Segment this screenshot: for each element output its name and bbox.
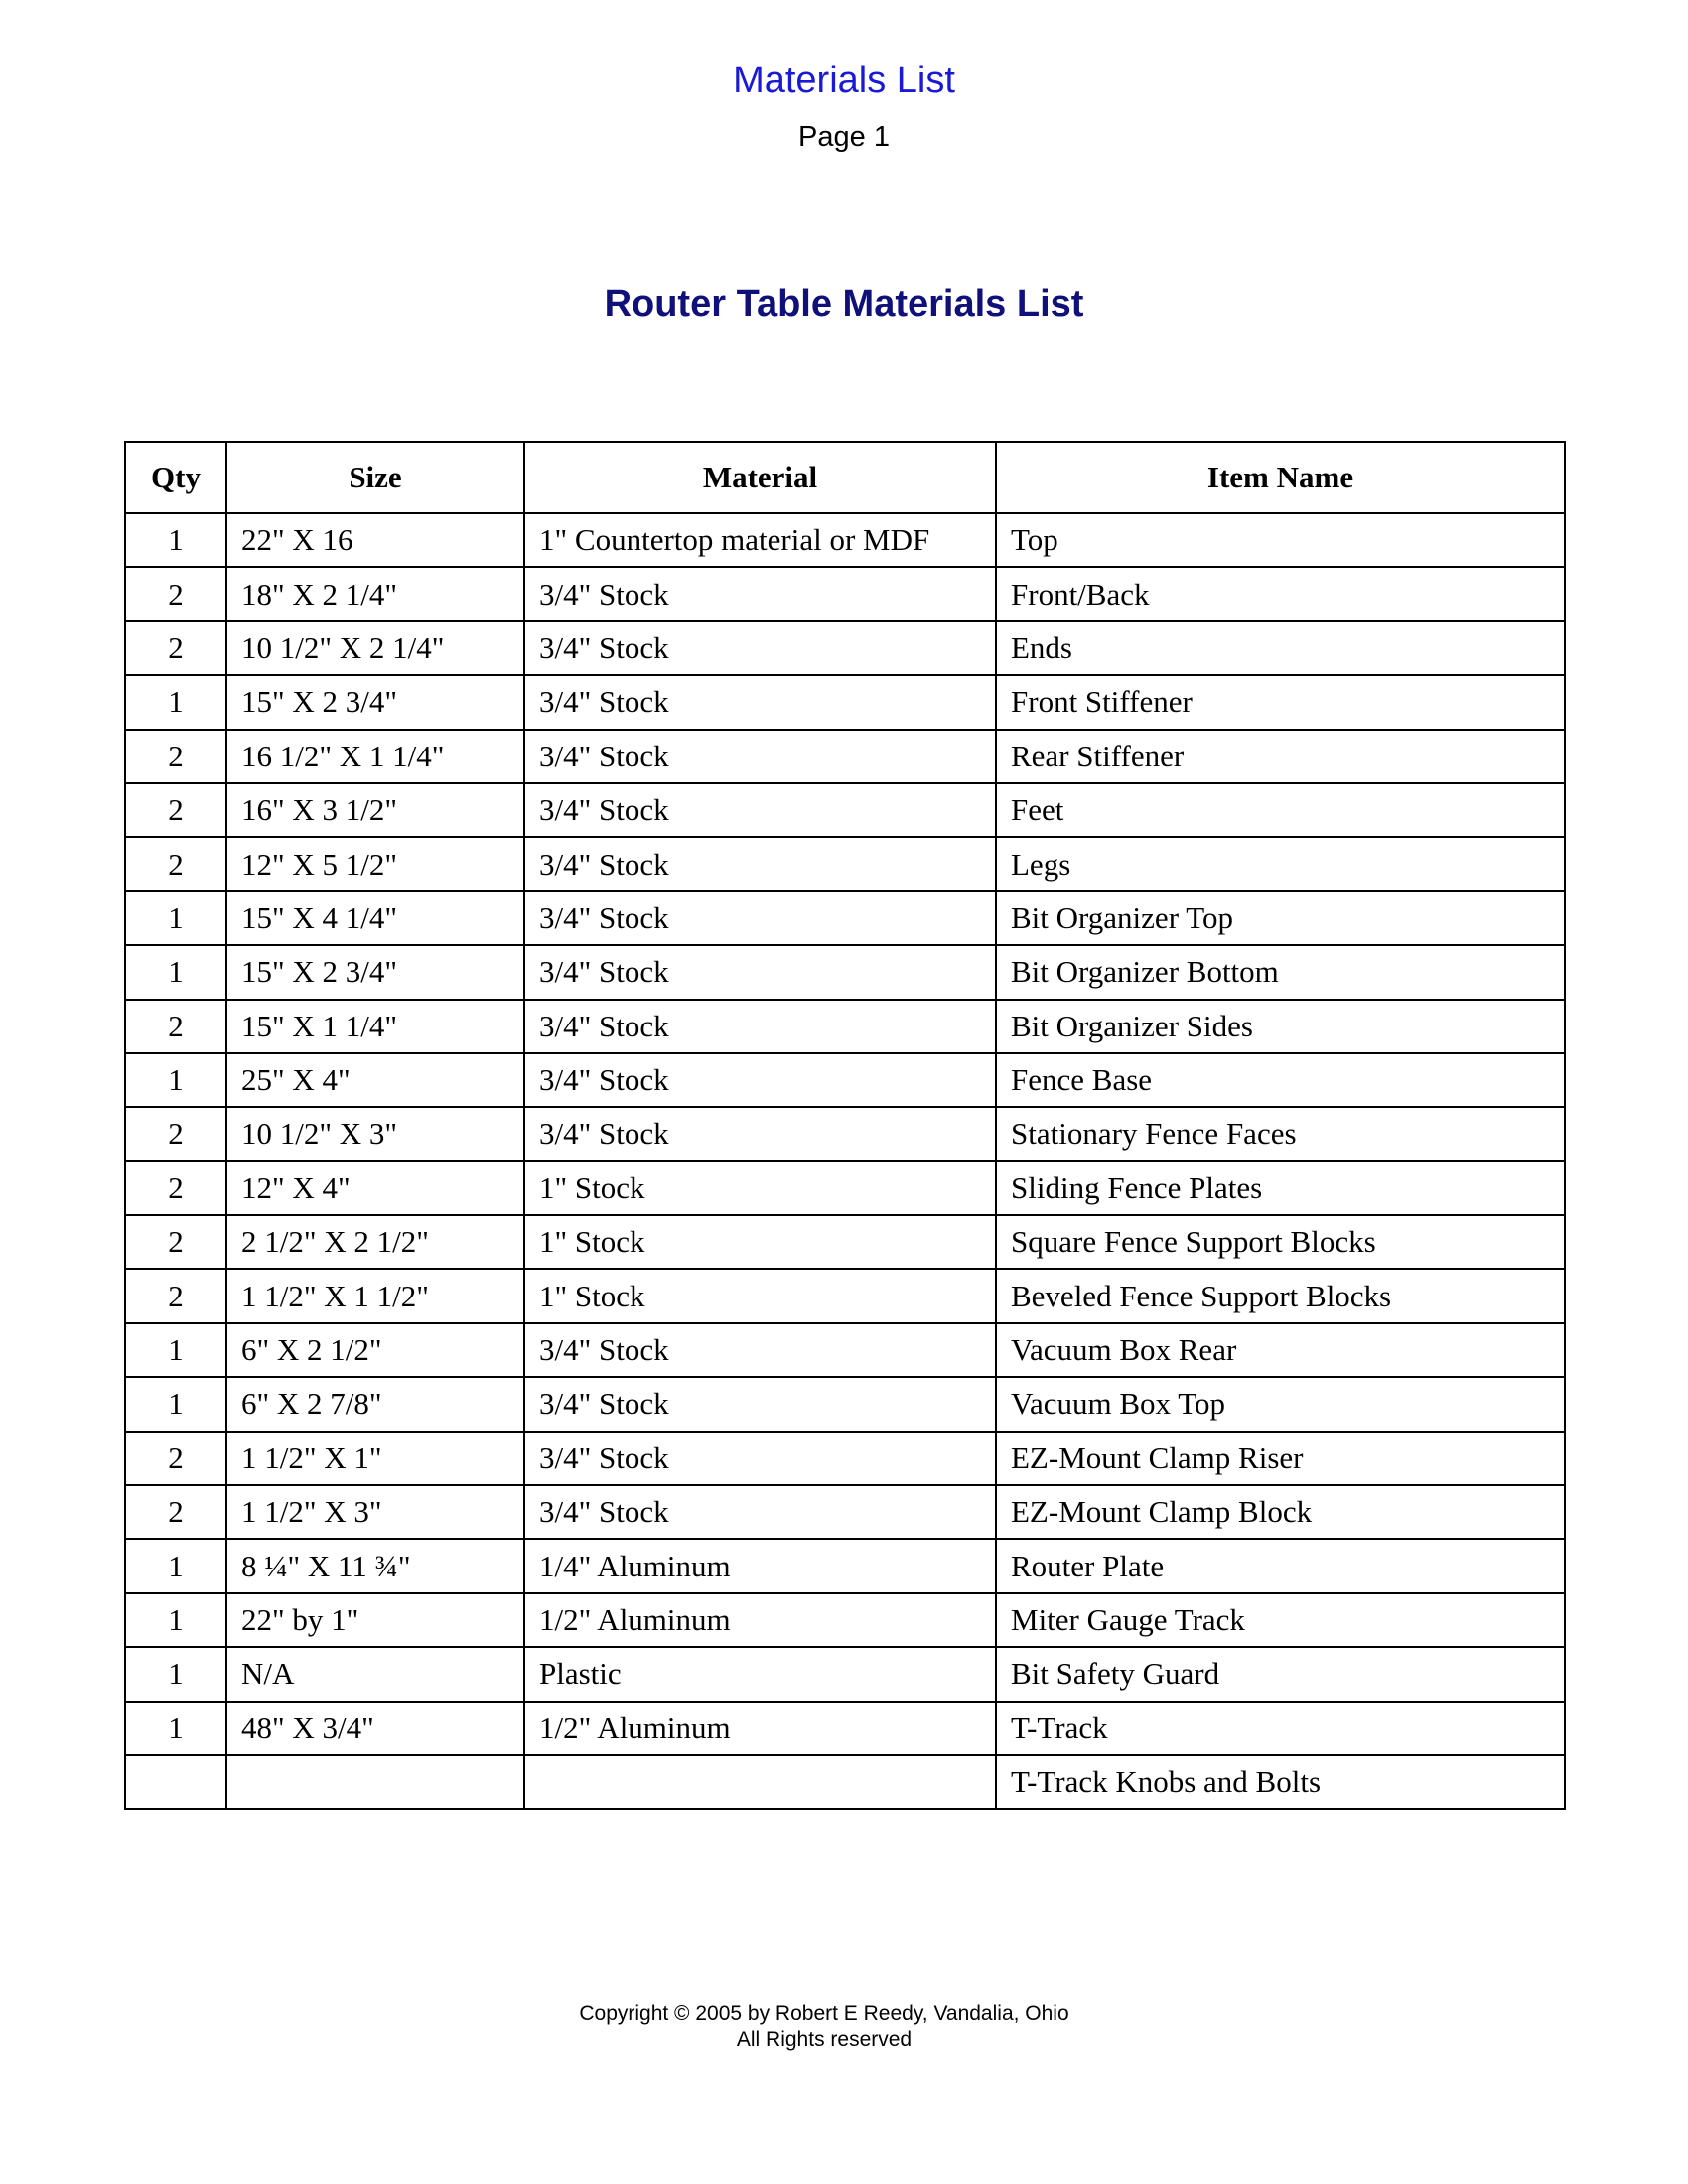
qty-cell: 2 (125, 1161, 226, 1215)
material-cell: 3/4" Stock (524, 675, 996, 729)
qty-cell: 1 (125, 1323, 226, 1377)
item-name-cell: Router Plate (996, 1539, 1565, 1592)
size-cell: 1 1/2" X 1" (226, 1432, 524, 1485)
table-row (125, 567, 1565, 620)
qty-cell: 1 (125, 891, 226, 945)
qty-cell: 2 (125, 783, 226, 837)
qty-cell: 2 (125, 837, 226, 890)
qty-cell: 2 (125, 567, 226, 620)
item-name-cell: Beveled Fence Support Blocks (996, 1269, 1565, 1322)
material-cell: 3/4" Stock (524, 1107, 996, 1160)
item-name-cell: Ends (996, 621, 1565, 675)
material-cell: 1" Countertop material or MDF (524, 513, 996, 567)
qty-cell: 2 (125, 1269, 226, 1322)
material-cell: 3/4" Stock (524, 945, 996, 999)
size-cell: 10 1/2" X 2 1/4" (226, 621, 524, 675)
item-name-cell: Sliding Fence Plates (996, 1161, 1565, 1215)
table-row (125, 783, 1565, 837)
qty-cell (125, 1755, 226, 1809)
item-name-cell: Square Fence Support Blocks (996, 1215, 1565, 1269)
material-cell: 3/4" Stock (524, 621, 996, 675)
material-cell: 3/4" Stock (524, 1432, 996, 1485)
item-name-cell: EZ-Mount Clamp Riser (996, 1432, 1565, 1485)
table-row (125, 1432, 1565, 1485)
qty-cell: 2 (125, 1485, 226, 1539)
material-cell: 3/4" Stock (524, 837, 996, 890)
material-cell: 1/2" Aluminum (524, 1593, 996, 1647)
size-cell: 22" X 16 (226, 513, 524, 567)
item-name-cell: Miter Gauge Track (996, 1593, 1565, 1647)
qty-cell: 2 (125, 1432, 226, 1485)
size-cell: 16" X 3 1/2" (226, 783, 524, 837)
copyright-text: Copyright © 2005 by Robert E Reedy, Vandalia, Ohio (579, 2002, 1069, 2025)
size-cell: 2 1/2" X 2 1/2" (226, 1215, 524, 1269)
size-cell: 15" X 2 3/4" (226, 945, 524, 999)
material-cell: 3/4" Stock (524, 1000, 996, 1053)
page-number: Page 1 (798, 121, 890, 153)
qty-cell: 2 (125, 1107, 226, 1160)
column-header-qty: Qty (125, 442, 226, 513)
item-name-cell: Vacuum Box Rear (996, 1323, 1565, 1377)
table-row (125, 621, 1565, 675)
size-cell: 8 ¼" X 11 ¾" (226, 1539, 524, 1592)
item-name-cell: Bit Organizer Sides (996, 1000, 1565, 1053)
size-cell: 16 1/2" X 1 1/4" (226, 730, 524, 783)
qty-cell: 2 (125, 1215, 226, 1269)
table-row (125, 1377, 1565, 1431)
material-cell: 1" Stock (524, 1215, 996, 1269)
materials-table (124, 441, 1566, 1810)
size-cell (226, 1755, 524, 1809)
header-title: Materials List (733, 60, 955, 101)
material-cell: Plastic (524, 1647, 996, 1701)
table-row (125, 675, 1565, 729)
table-body (125, 513, 1565, 1809)
item-name-cell: Bit Organizer Top (996, 891, 1565, 945)
size-cell: 18" X 2 1/4" (226, 567, 524, 620)
size-cell: 6" X 2 7/8" (226, 1377, 524, 1431)
material-cell: 3/4" Stock (524, 891, 996, 945)
size-cell: 48" X 3/4" (226, 1702, 524, 1755)
qty-cell: 1 (125, 1539, 226, 1592)
table-row (125, 1323, 1565, 1377)
table-row (125, 1647, 1565, 1701)
material-cell: 3/4" Stock (524, 730, 996, 783)
table-row (125, 1539, 1565, 1592)
size-cell: 15" X 4 1/4" (226, 891, 524, 945)
qty-cell: 1 (125, 945, 226, 999)
size-cell: 15" X 1 1/4" (226, 1000, 524, 1053)
size-cell: 1 1/2" X 1 1/2" (226, 1269, 524, 1322)
table-row (125, 891, 1565, 945)
table-row (125, 1107, 1565, 1160)
material-cell: 3/4" Stock (524, 1485, 996, 1539)
size-cell: 1 1/2" X 3" (226, 1485, 524, 1539)
material-cell: 1" Stock (524, 1269, 996, 1322)
material-cell: 3/4" Stock (524, 783, 996, 837)
table-row (125, 1053, 1565, 1107)
item-name-cell: Vacuum Box Top (996, 1377, 1565, 1431)
table-row (125, 730, 1565, 783)
table-row (125, 1269, 1565, 1322)
qty-cell: 2 (125, 730, 226, 783)
qty-cell: 1 (125, 1647, 226, 1701)
size-cell: 12" X 5 1/2" (226, 837, 524, 890)
footer (0, 2001, 1648, 2053)
item-name-cell: Bit Safety Guard (996, 1647, 1565, 1701)
column-header-material: Material (524, 442, 996, 513)
qty-cell: 1 (125, 1053, 226, 1107)
table-row (125, 1593, 1565, 1647)
qty-cell: 1 (125, 1702, 226, 1755)
size-cell: 25" X 4" (226, 1053, 524, 1107)
item-name-cell: T-Track (996, 1702, 1565, 1755)
table-row (125, 1702, 1565, 1755)
qty-cell: 2 (125, 621, 226, 675)
table-row (125, 1000, 1565, 1053)
item-name-cell: Feet (996, 783, 1565, 837)
item-name-cell: Rear Stiffener (996, 730, 1565, 783)
size-cell: N/A (226, 1647, 524, 1701)
table-row (125, 945, 1565, 999)
table-row (125, 1161, 1565, 1215)
item-name-cell: Stationary Fence Faces (996, 1107, 1565, 1160)
qty-cell: 1 (125, 675, 226, 729)
size-cell: 10 1/2" X 3" (226, 1107, 524, 1160)
qty-cell: 1 (125, 513, 226, 567)
qty-cell: 1 (125, 1593, 226, 1647)
item-name-cell: Legs (996, 837, 1565, 890)
qty-cell: 2 (125, 1000, 226, 1053)
material-cell: 1/4" Aluminum (524, 1539, 996, 1592)
size-cell: 22" by 1" (226, 1593, 524, 1647)
item-name-cell: T-Track Knobs and Bolts (996, 1755, 1565, 1809)
material-cell: 3/4" Stock (524, 567, 996, 620)
item-name-cell: Bit Organizer Bottom (996, 945, 1565, 999)
table-row (125, 513, 1565, 567)
table-row (125, 1215, 1565, 1269)
table-row (125, 837, 1565, 890)
column-header-item-name: Item Name (996, 442, 1565, 513)
size-cell: 6" X 2 1/2" (226, 1323, 524, 1377)
material-cell: 3/4" Stock (524, 1377, 996, 1431)
item-name-cell: Front/Back (996, 567, 1565, 620)
material-cell (524, 1755, 996, 1809)
column-header-size: Size (226, 442, 524, 513)
size-cell: 15" X 2 3/4" (226, 675, 524, 729)
item-name-cell: Fence Base (996, 1053, 1565, 1107)
material-cell: 1" Stock (524, 1161, 996, 1215)
document-title: Router Table Materials List (604, 283, 1084, 325)
size-cell: 12" X 4" (226, 1161, 524, 1215)
material-cell: 3/4" Stock (524, 1323, 996, 1377)
qty-cell: 1 (125, 1377, 226, 1431)
item-name-cell: Top (996, 513, 1565, 567)
item-name-cell: EZ-Mount Clamp Block (996, 1485, 1565, 1539)
material-cell: 1/2" Aluminum (524, 1702, 996, 1755)
table-row (125, 1485, 1565, 1539)
table-row (125, 1755, 1565, 1809)
table-header-row (125, 442, 1565, 513)
material-cell: 3/4" Stock (524, 1053, 996, 1107)
item-name-cell: Front Stiffener (996, 675, 1565, 729)
rights-text: All Rights reserved (736, 2028, 913, 2051)
